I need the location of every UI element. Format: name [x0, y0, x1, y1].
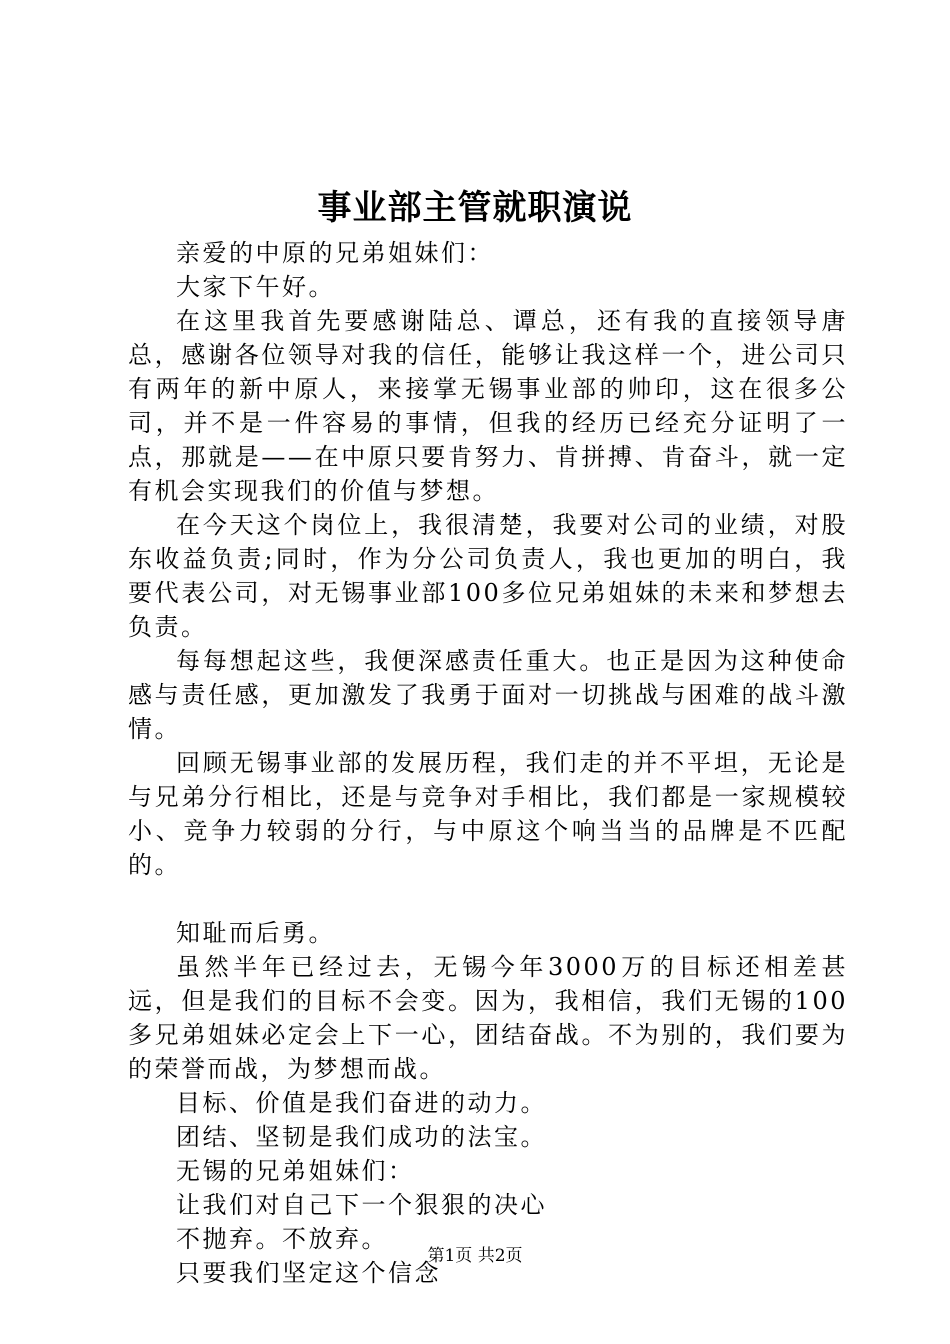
- paragraph-greeting: 亲爱的中原的兄弟姐妹们：: [176, 239, 494, 267]
- paragraph-resolve: 让我们对自己下一个狠狠的决心: [176, 1191, 547, 1219]
- page-footer: 第1页 共2页: [427, 1246, 523, 1266]
- paragraph-address: 无锡的兄弟姐妹们：: [176, 1157, 415, 1185]
- paragraph-salutation: 大家下午好。: [176, 273, 335, 301]
- paragraph-responsibility: 在今天这个岗位上，我很清楚，我要对公司的业绩，对股东收益负责;同时，作为分公司负责人，我也更加的明白，我要代表公司，对无锡事业部100多位兄弟姐妹的未来和梦想去负责。: [128, 511, 848, 641]
- paragraph-mission: 每每想起这些，我便深感责任重大。也正是因为这种使命感与责任感，更加激发了我勇于面对一切挑战与困难的战斗激情。: [128, 647, 848, 743]
- paragraph-persist: 不抛弃。不放弃。: [176, 1225, 388, 1253]
- paragraph-history: 回顾无锡事业部的发展历程，我们走的并不平坦，无论是与兄弟分行相比，还是与竞争对手相比，我们都是一家规模较小、竞争力较弱的分行，与中原这个响当当的品牌是不匹配的。: [128, 749, 848, 879]
- document-title: 事业部主管就职演说: [317, 188, 633, 228]
- paragraph-courage: 知耻而后勇。: [176, 919, 335, 947]
- paragraph-unity: 团结、坚韧是我们成功的法宝。: [176, 1123, 547, 1151]
- document-body: [128, 236, 848, 1290]
- paragraph-motivation: 目标、价值是我们奋进的动力。: [176, 1089, 547, 1117]
- paragraph-belief: 只要我们坚定这个信念: [176, 1259, 441, 1287]
- paragraph-goal: 虽然半年已经过去，无锡今年3000万的目标还相差甚远，但是我们的目标不会变。因为，我相信，我们无锡的100多兄弟姐妹必定会上下一心，团结奋战。不为别的，我们要为的荣誉而战，为梦想而战。: [128, 953, 848, 1083]
- paragraph-thanks: 在这里我首先要感谢陆总、谭总，还有我的直接领导唐总，感谢各位领导对我的信任，能够让我这样一个，进公司只有两年的新中原人，来接掌无锡事业部的帅印，这在很多公司，并不是一件容易的事情，但我的经历已经充分证明了一点，那就是——在中原只要肯努力、肯拼搏、肯奋斗，就一定有机会实现我们的价值与梦想。: [128, 307, 848, 505]
